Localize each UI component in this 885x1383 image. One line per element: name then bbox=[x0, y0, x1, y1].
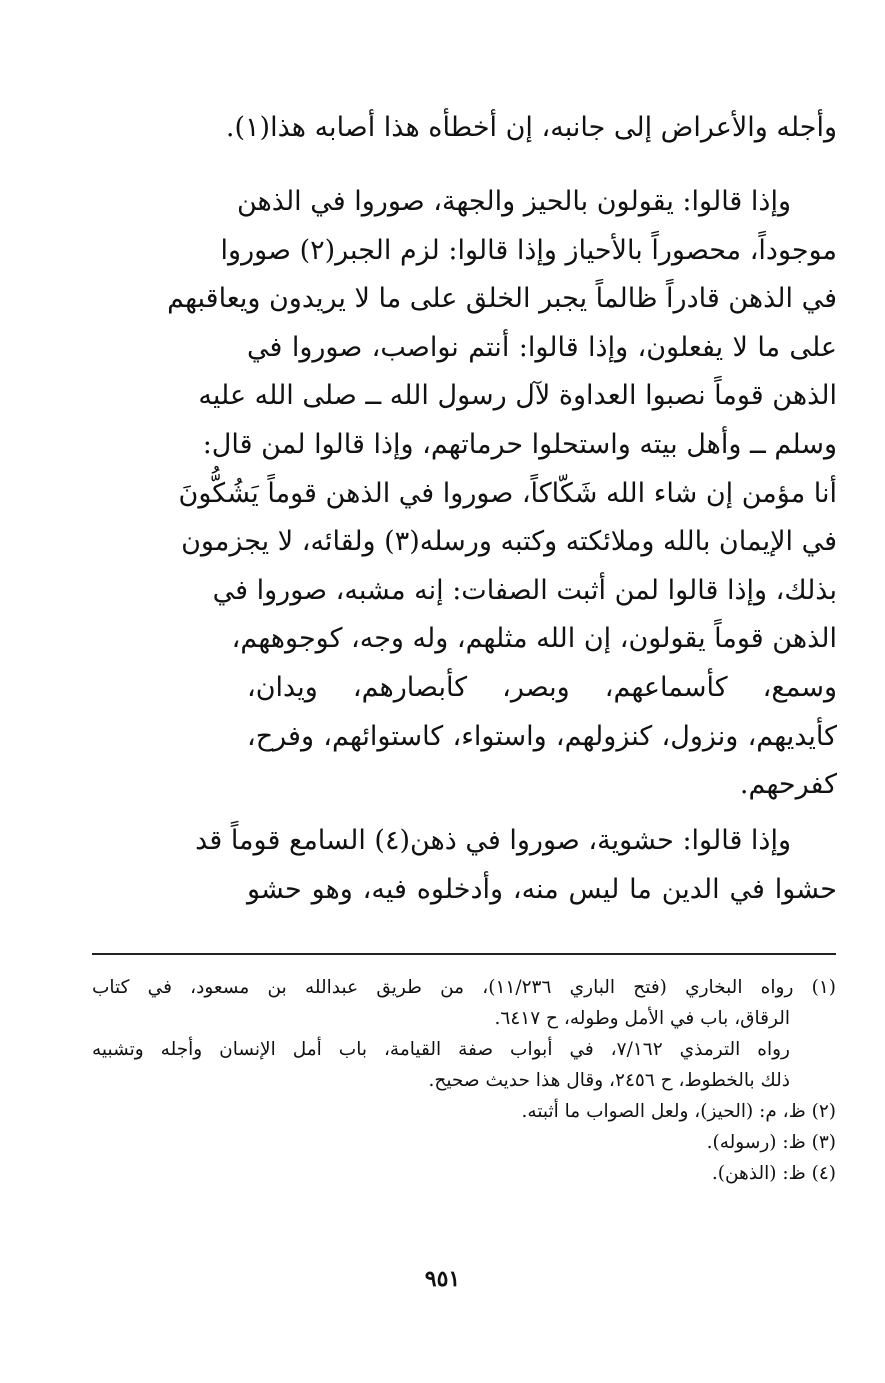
text-line: حشوا في الدين ما ليس منه، وأدخلوه فيه، وهو حشو bbox=[247, 873, 837, 905]
footnotes bbox=[92, 972, 836, 1189]
text-line: وسمع، كأسماعهم، وبصر، كأبصارهم، ويدان، bbox=[247, 671, 837, 703]
footnote-1 bbox=[92, 972, 836, 1034]
footnote-3: (٣) ظ: (رسوله). bbox=[706, 1132, 836, 1153]
footnote-1-continued bbox=[92, 1034, 836, 1096]
footnote-line: رواه الترمذي ٧/١٦٢، في أبواب صفة القيامة، باب أمل الإنسان وأجله وتشبيه bbox=[92, 1039, 790, 1060]
footnote-4: (٤) ظ: (الذهن). bbox=[711, 1163, 836, 1184]
text-line: الذهن قوماً يقولون، إن الله مثلهم، وله وجه، كوجوههم، bbox=[231, 623, 837, 655]
text-line: الذهن قوماً نصبوا العداوة لآل رسول الله ــ صلى الله عليه bbox=[198, 380, 837, 412]
footnote-2: (٢) ظ، م: (الحيز)، ولعل الصواب ما أثبته. bbox=[521, 1101, 836, 1122]
footnote-divider bbox=[92, 953, 836, 955]
text-line: كأيديهم، ونزول، كنزولهم، واستواء، كاستوائهم، وفرح، bbox=[247, 720, 837, 752]
text-line: موجوداً، محصوراً بالأحياز وإذا قالوا: لزم الجبر(٢) صوروا bbox=[220, 234, 837, 266]
paragraph-1 bbox=[225, 104, 837, 153]
text-line: في الإيمان بالله وملائكته وكتبه ورسله(٣) ولقائه، لا يجزمون bbox=[181, 526, 837, 558]
text-line: وإذا قالوا: يقولون بالحيز والجهة، صوروا في الذهن bbox=[236, 186, 791, 217]
text-line: على ما لا يفعلون، وإذا قالوا: أنتم نواصب، صوروا في bbox=[247, 331, 837, 363]
text-line: أنا مؤمن إن شاء الله شَكّاكاً، صوروا في الذهن قوماً يَشُكُّونَ bbox=[178, 477, 837, 509]
text-line: وإذا قالوا: حشوية، صوروا في ذهن(٤) السامع قوماً قد bbox=[195, 825, 791, 856]
footnote-line: (١) رواه البخاري (فتح الباري ١١/٢٣٦)، من طريق عبدالله بن مسعود، في كتاب bbox=[92, 977, 836, 998]
page-number: ٩٥١ bbox=[424, 1266, 461, 1292]
footnote-line: الرقاق، باب في الأمل وطوله، ح ٦٤١٧. bbox=[494, 1008, 790, 1029]
footnote-line: ذلك بالخطوط، ح ٢٤٥٦، وقال هذا حديث صحيح. bbox=[428, 1070, 790, 1091]
paragraph-3 bbox=[195, 817, 837, 914]
text-line: في الذهن قادراً ظالماً يجبر الخلق على ما لا يريدون ويعاقبهم bbox=[167, 283, 837, 315]
text-line: وسلم ــ وأهل بيته واستحلوا حرماتهم، وإذا قالوا لمن قال: bbox=[202, 428, 837, 460]
paragraph-2 bbox=[167, 178, 837, 810]
text-line: وأجله والأعراض إلى جانبه، إن أخطأه هذا أصابه هذا(١). bbox=[225, 112, 837, 143]
text-line: كفرحهم. bbox=[739, 769, 837, 801]
text-line: بذلك، وإذا قالوا لمن أثبت الصفات: إنه مشبه، صوروا في bbox=[212, 574, 837, 606]
